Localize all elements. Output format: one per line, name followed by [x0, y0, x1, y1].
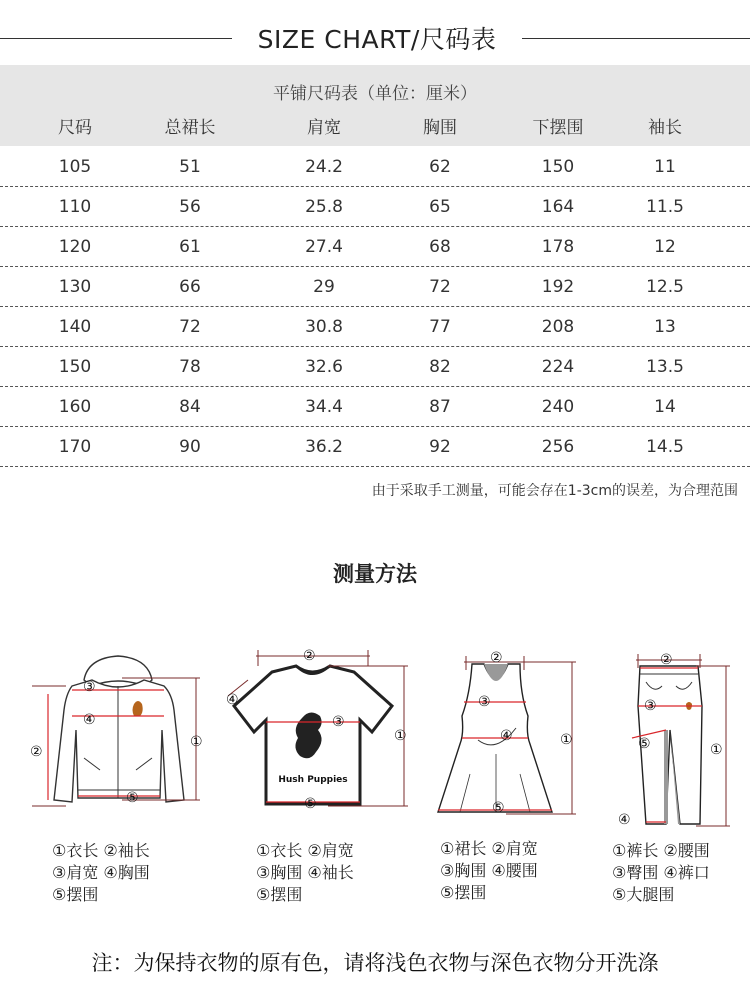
table-cell: 13.5	[646, 357, 684, 377]
table-cell: 14.5	[646, 437, 684, 457]
trousers-icon	[612, 646, 738, 832]
table-cell: 256	[541, 437, 575, 457]
measure-method-title: 测量方法	[333, 562, 417, 586]
title-rule-right	[522, 38, 750, 39]
legend-line: ③胸围 ④腰围	[440, 861, 538, 880]
legend-line: ⑤摆围	[52, 885, 99, 904]
measure-label: ④	[226, 692, 239, 708]
table-cell: 140	[58, 317, 92, 337]
table-cell: 78	[179, 357, 201, 377]
measure-label: ④	[83, 712, 96, 728]
column-header: 下摆围	[532, 118, 584, 138]
table-cell: 130	[58, 277, 92, 297]
table-cell: 11.5	[646, 197, 684, 217]
table-cell: 82	[429, 357, 451, 377]
table-cell: 51	[179, 157, 201, 177]
table-cell: 36.2	[305, 437, 343, 457]
table-cell: 14	[654, 397, 676, 417]
tshirt-legend	[256, 840, 354, 906]
measure-label: ②	[303, 648, 316, 664]
table-cell: 105	[58, 157, 92, 177]
table-cell: 72	[179, 317, 201, 337]
legend-line: ①衣长 ②肩宽	[256, 841, 354, 860]
measure-label: ①	[710, 742, 723, 758]
table-row	[0, 347, 750, 387]
table-cell: 68	[429, 237, 451, 257]
column-header: 尺码	[58, 118, 92, 138]
legend-line: ⑤大腿围	[612, 885, 675, 904]
table-cell: 12.5	[646, 277, 684, 297]
measure-label: ③	[332, 714, 345, 730]
table-cell: 12	[654, 237, 676, 257]
table-row	[0, 267, 750, 307]
legend-line: ③胸围 ④袖长	[256, 863, 354, 882]
measure-label: ①	[560, 732, 573, 748]
table-cell: 11	[654, 157, 676, 177]
table-caption: 平铺尺码表（单位：厘米）	[273, 84, 477, 104]
measure-label: ⑤	[304, 796, 317, 812]
table-cell: 110	[58, 197, 92, 217]
size-table-body	[0, 147, 750, 467]
column-header: 总裙长	[164, 118, 216, 138]
measure-label: ③	[83, 679, 96, 695]
table-row	[0, 187, 750, 227]
table-cell: 120	[58, 237, 92, 257]
table-cell: 27.4	[305, 237, 343, 257]
table-cell: 150	[58, 357, 92, 377]
size-table-header	[0, 65, 750, 146]
title-rule-left	[0, 38, 232, 39]
column-header: 袖长	[648, 118, 682, 138]
table-cell: 178	[541, 237, 575, 257]
table-row	[0, 307, 750, 347]
washing-note: 注：为保持衣物的原有色，请将浅色衣物与深色衣物分开洗涤	[91, 951, 659, 975]
table-cell: 92	[429, 437, 451, 457]
measure-label: ④	[500, 728, 513, 744]
table-cell: 30.8	[305, 317, 343, 337]
legend-line: ①衣长 ②袖长	[52, 841, 150, 860]
trousers-legend	[612, 840, 710, 906]
legend-line: ③肩宽 ④胸围	[52, 863, 150, 882]
table-cell: 208	[541, 317, 575, 337]
table-cell: 65	[429, 197, 451, 217]
table-cell: 66	[179, 277, 201, 297]
table-cell: 62	[429, 157, 451, 177]
measurement-tolerance-note: 由于采取手工测量，可能会存在1-3cm的误差，为合理范围	[371, 483, 738, 499]
legend-line: ①裤长 ②腰围	[612, 841, 710, 860]
sleeveless-dress-icon	[430, 644, 590, 824]
table-cell: 77	[429, 317, 451, 337]
measure-label: ②	[30, 744, 43, 760]
measure-label: ①	[190, 734, 203, 750]
legend-line: ①裙长 ②肩宽	[440, 839, 538, 858]
table-cell: 61	[179, 237, 201, 257]
table-cell: 170	[58, 437, 92, 457]
table-cell: 192	[541, 277, 575, 297]
legend-line: ⑤摆围	[256, 885, 303, 904]
table-row	[0, 387, 750, 427]
measure-label: ②	[660, 652, 673, 668]
table-cell: 34.4	[305, 397, 343, 417]
hooded-jacket-icon	[22, 650, 222, 820]
brand-logo-text: Hush Puppies	[278, 775, 348, 785]
table-cell: 150	[541, 157, 575, 177]
table-cell: 56	[179, 197, 201, 217]
table-column-headers	[0, 113, 750, 137]
measure-label: ⑤	[638, 736, 651, 752]
table-cell: 87	[429, 397, 451, 417]
legend-line: ⑤摆围	[440, 883, 487, 902]
legend-line: ③臀围 ④裤口	[612, 863, 710, 882]
table-cell: 164	[541, 197, 575, 217]
measure-label: ③	[644, 698, 657, 714]
measure-label: ⑤	[492, 800, 505, 816]
table-cell: 224	[541, 357, 575, 377]
table-cell: 90	[179, 437, 201, 457]
table-cell: 25.8	[305, 197, 343, 217]
table-cell: 72	[429, 277, 451, 297]
table-cell: 32.6	[305, 357, 343, 377]
table-cell: 29	[313, 277, 335, 297]
jacket-legend	[52, 840, 150, 906]
dress-legend	[440, 838, 538, 904]
table-cell: 84	[179, 397, 201, 417]
table-row	[0, 147, 750, 187]
tshirt-icon	[222, 636, 422, 816]
measure-label: ②	[490, 650, 503, 666]
table-cell: 160	[58, 397, 92, 417]
table-row	[0, 227, 750, 267]
column-header: 胸围	[423, 118, 457, 138]
table-row	[0, 427, 750, 467]
measure-label: ③	[478, 694, 491, 710]
measure-label: ④	[618, 812, 631, 828]
measure-label: ⑤	[126, 790, 139, 806]
table-cell: 13	[654, 317, 676, 337]
table-cell: 240	[541, 397, 575, 417]
table-cell: 24.2	[305, 157, 343, 177]
column-header: 肩宽	[307, 118, 341, 138]
title-row	[0, 14, 750, 60]
measure-label: ①	[394, 728, 407, 744]
page-title: SIZE CHART/尺码表	[257, 25, 497, 54]
